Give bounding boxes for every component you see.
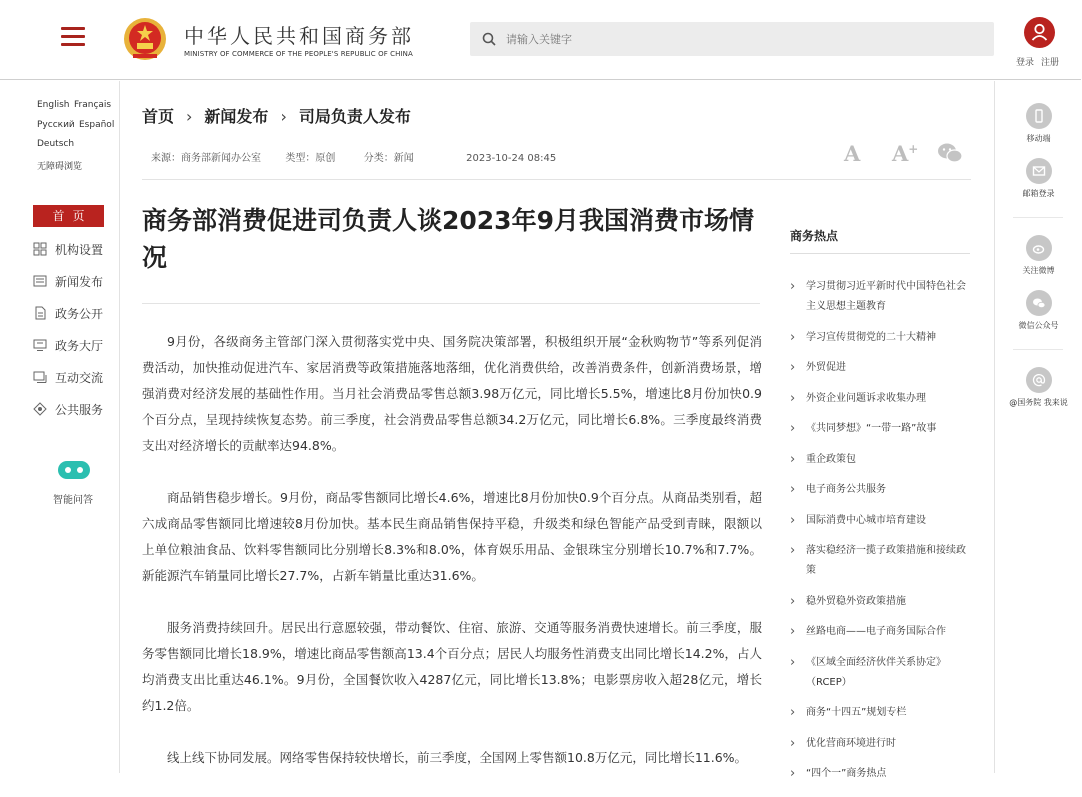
robot-icon[interactable]	[57, 458, 91, 482]
hot-news-item[interactable]: › 电子商务公共服务	[790, 480, 970, 500]
weibo-link[interactable]	[995, 235, 1082, 276]
site-name-cn: 中华人民共和国商务部	[184, 24, 414, 48]
mail-icon	[1032, 164, 1046, 178]
lang-english[interactable]: English	[37, 100, 70, 110]
meta-type: 类型：原创	[285, 153, 336, 164]
breadcrumb-news[interactable]: 新闻发布	[204, 107, 269, 126]
article-meta	[151, 149, 556, 164]
chat-icon	[33, 370, 47, 384]
site-header	[0, 0, 1081, 80]
national-emblem-logo	[123, 16, 167, 62]
hot-news-item[interactable]: › 优化营商环境进行时	[790, 734, 970, 754]
login-link[interactable]: 登录	[1016, 58, 1035, 68]
chevron-right-icon: ›	[280, 107, 287, 126]
menu-icon[interactable]	[61, 27, 85, 47]
weibo-icon	[1032, 241, 1046, 255]
article-title: 商务部消费促进司负责人谈2023年9月我国消费市场情况	[142, 206, 754, 272]
ai-qa-label[interactable]: 智能问答	[53, 495, 93, 506]
article-paragraph: 服务消费持续回升。居民出行意愿较强，带动餐饮、住宿、旅游、交通等服务消费快速增长。前三季度，服务零售额同比增长18.9%，增速比商品零售额高13.4个百分点；居民人均服务性消费支出同比增长14.2%，占人均消费支出比重达46.1%。9月份，全国餐饮收入4287亿元，同比增长13.8%；电影票房收入超28亿元，增长约1.2倍。	[142, 620, 762, 713]
state-council-feedback-link[interactable]	[995, 367, 1082, 408]
hot-news-item[interactable]: › 丝路电商——电子商务国际合作	[790, 622, 970, 642]
meta-divider	[142, 179, 971, 180]
meta-date: 2023-10-24 08:45	[466, 153, 557, 164]
meta-source: 来源：商务部新闻办公室	[151, 153, 261, 164]
accessible-browse-link[interactable]: 无障碍浏览	[37, 162, 83, 172]
article-paragraph: 商品销售稳步增长。9月份，商品零售额同比增长4.6%，增速比8月份加快0.9个百分点。从商品类别看，超六成商品零售额同比增速较8月份加快。基本民生商品销售保持平稳，升级类和绿色智能产品受到青睐，限额以上单位粮油食品、饮料零售额同比分别增长8.3%和8.0%，体育娱乐用品、金银珠宝分别增长10.7%和7.7%。新能源汽车销量同比增长27.7%，占新车销量比重达31.6%。	[142, 490, 762, 583]
font-increase-button[interactable]: A+	[892, 141, 919, 166]
lang-french[interactable]: Français	[74, 100, 112, 110]
user-links	[1016, 55, 1066, 68]
hot-news-item[interactable]: › 重企政策包	[790, 450, 970, 470]
hot-news-list	[790, 277, 970, 795]
hot-news-divider	[790, 253, 970, 254]
left-sidebar	[0, 81, 120, 773]
lang-german[interactable]: Deutsch	[37, 139, 75, 149]
nav-item-label: 互动交流	[55, 371, 104, 385]
nav-home[interactable]: 首页	[33, 205, 104, 227]
nav-item-label: 政务大厅	[55, 339, 104, 353]
article-paragraph: 9月份，各级商务主管部门深入贯彻落实党中央、国务院决策部署，积极组织开展“金秋购物节”等系列促消费活动，加快推动促进汽车、家居消费等政策措施落地落细，优化消费供给，改善消费条件，创新消费场景，增强消费对经济发展的基础性作用。当月社会消费品零售总额3.98万亿元，同比增长5.5%，增速比8月份加快0.9个百分点，呈现持续恢复态势。前三季度，社会消费品零售总额34.2万亿元，同比增长6.8%。三季度最终消费支出对经济增长的贡献率达94.8%。	[142, 334, 762, 453]
nav-item-label: 公共服务	[55, 403, 104, 417]
right-rail	[994, 81, 1081, 773]
breadcrumb-department[interactable]: 司局负责人发布	[298, 107, 411, 126]
rail-label: 微信公众号	[1018, 321, 1059, 330]
site-name-en: MINISTRY OF COMMERCE OF THE PEOPLE'S REPUBLIC OF CHINA	[184, 50, 413, 58]
rail-label: 邮箱登录	[1022, 189, 1055, 198]
wechat-icon	[1032, 296, 1046, 310]
grid-icon	[33, 242, 47, 256]
hot-news-item[interactable]: › 学习宣传贯彻党的二十大精神	[790, 328, 970, 348]
hot-news-item[interactable]: › “四个一”商务热点	[790, 764, 970, 784]
search-icon[interactable]	[481, 31, 497, 47]
email-login-link[interactable]	[995, 158, 1082, 199]
breadcrumb	[142, 104, 411, 127]
meta-category: 分类：新闻	[363, 153, 414, 164]
lang-spanish[interactable]: Español	[79, 120, 115, 130]
chevron-right-icon: ›	[186, 107, 193, 126]
hot-news-item[interactable]: › 商务“十四五”规划专栏	[790, 703, 970, 723]
hot-news-item[interactable]: › 外资企业问题诉求收集办理	[790, 389, 970, 409]
monitor-icon	[33, 338, 47, 352]
phone-icon	[1032, 109, 1046, 123]
hot-news-item[interactable]: › 《共同梦想》“一带一路”故事	[790, 419, 970, 439]
hot-news-item[interactable]: › 《区域全面经济伙伴关系协定》（RCEP）	[790, 653, 970, 693]
rail-divider	[1013, 349, 1063, 350]
font-decrease-button[interactable]: A	[844, 141, 861, 166]
user-icon[interactable]	[1024, 17, 1055, 48]
diamond-icon	[33, 402, 47, 416]
hot-news-item[interactable]: › 国际消费中心城市培育建设	[790, 511, 970, 531]
wechat-share-icon[interactable]	[937, 142, 963, 164]
rail-label: 关注微博	[1022, 266, 1055, 275]
hot-news-item[interactable]: › 稳外贸稳外资政策措施	[790, 592, 970, 612]
rail-divider	[1013, 217, 1063, 218]
hot-news-item[interactable]: › 学习贯彻习近平新时代中国特色社会主义思想主题教育	[790, 277, 970, 317]
article-body	[142, 329, 762, 797]
search-bar	[470, 22, 994, 56]
nav-item-label: 政务公开	[55, 307, 104, 321]
hot-news-item[interactable]: › 外贸促进	[790, 358, 970, 378]
nav-item-label: 机构设置	[55, 243, 104, 257]
title-divider	[142, 303, 760, 304]
nav-item-label: 新闻发布	[55, 275, 104, 289]
news-icon	[33, 274, 47, 288]
breadcrumb-home[interactable]: 首页	[142, 107, 175, 126]
register-link[interactable]: 注册	[1041, 58, 1060, 68]
hot-news-title: 商务热点	[790, 229, 839, 243]
at-icon	[1032, 373, 1046, 387]
rail-label: @国务院 我来说	[1009, 398, 1068, 407]
article-paragraph: 线上线下协同发展。网络零售保持较快增长，前三季度，全国网上零售额10.8万亿元，同比增长11.6%。	[167, 750, 748, 765]
rail-label: 移动端	[1026, 134, 1051, 143]
mobile-link[interactable]	[995, 103, 1082, 144]
wechat-link[interactable]	[995, 290, 1082, 331]
hot-news-item[interactable]: › 落实稳经济一揽子政策措施和接续政策	[790, 541, 970, 581]
document-icon	[33, 306, 47, 320]
lang-russian[interactable]: Русский	[37, 120, 75, 130]
search-input[interactable]	[506, 29, 976, 49]
